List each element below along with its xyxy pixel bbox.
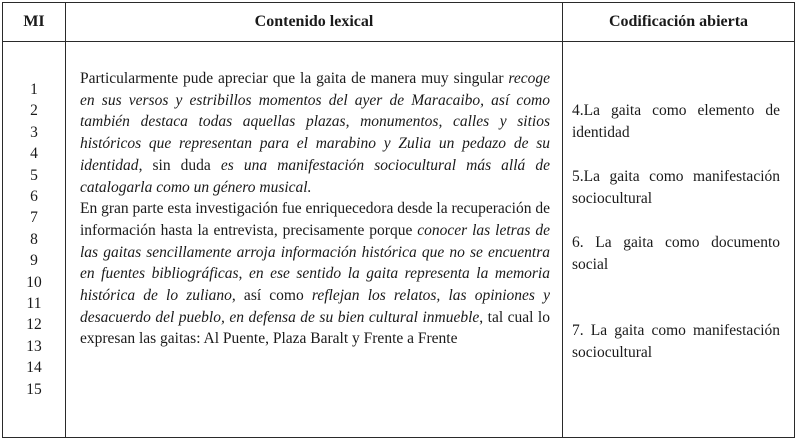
lexical-content-cell bbox=[66, 42, 563, 438]
mi-number: 15 bbox=[26, 380, 42, 398]
mi-column-cell bbox=[3, 42, 66, 438]
lexical-segment: , tal cual lo expresan las gaitas: Al Puente, Plaza Baralt y Frente a Frente bbox=[80, 308, 550, 348]
mi-number: 2 bbox=[30, 102, 38, 120]
mi-number: 7 bbox=[30, 209, 38, 227]
lexical-paragraph-1 bbox=[80, 68, 550, 198]
open-coding-cell bbox=[563, 42, 795, 438]
mi-number: 9 bbox=[30, 252, 38, 270]
lexical-segment: En gran parte esta investigación fue enriquecedora desde la recuperación de información hasta la entrevista, precisamente porque bbox=[80, 200, 550, 239]
coding-item: 4.La gaita como elemento de identidad bbox=[572, 102, 780, 141]
coding-item: 6. La gaita como documento social bbox=[572, 234, 780, 273]
lexical-paragraph-2 bbox=[80, 198, 550, 350]
lexical-segment-italic: conocer las letras de las gaitas sencillamente arroja información histórica que no se encuentra en fuentes bibliográficas, en ese sentido la gaita representa la memoria histórica de lo zuliano bbox=[80, 221, 551, 305]
header-lexical-content: Contenido lexical bbox=[66, 3, 563, 42]
coding-item: 5.La gaita como manifestación sociocultural bbox=[572, 168, 780, 207]
mi-number: 12 bbox=[26, 316, 42, 334]
lexical-segment: , así como bbox=[231, 287, 312, 305]
lexical-segment: Particularmente pude apreciar que la gaita de manera muy singular bbox=[80, 70, 509, 87]
header-open-coding: Codificación abierta bbox=[563, 3, 795, 42]
mi-number: 1 bbox=[30, 81, 38, 98]
lexical-segment: , sin duda bbox=[138, 156, 221, 174]
lexical-segment-italic: reflejan los relatos, las opiniones y desacuerdo del pueblo, en defensa de su bien cultural inmueble bbox=[80, 287, 550, 326]
lexical-segment-italic: es una manifestación sociocultural más allá de catalogarla como un género musical. bbox=[80, 156, 550, 196]
mi-number: 6 bbox=[30, 188, 38, 206]
coding-item: 7. La gaita como manifestación sociocultural bbox=[572, 322, 780, 361]
lexical-segment-italic: recoge en sus versos y estribillos momentos del ayer de Maracaibo, así como también destaca todas aquellas plazas, monumentos, calles y sitios históricos que representan para el marabino y Zulia un pedazo de su identidad bbox=[80, 70, 550, 174]
body-row bbox=[3, 42, 795, 438]
header-row bbox=[3, 3, 795, 42]
mi-number: 3 bbox=[30, 123, 38, 141]
header-mi: MI bbox=[3, 3, 66, 42]
mi-number: 13 bbox=[26, 337, 42, 355]
mi-number: 10 bbox=[26, 273, 42, 291]
mi-number: 5 bbox=[30, 166, 38, 184]
mi-number: 4 bbox=[30, 145, 38, 163]
mi-number: 14 bbox=[26, 359, 42, 377]
coding-table bbox=[2, 2, 795, 438]
mi-number: 11 bbox=[26, 295, 42, 313]
mi-number: 8 bbox=[30, 230, 38, 248]
